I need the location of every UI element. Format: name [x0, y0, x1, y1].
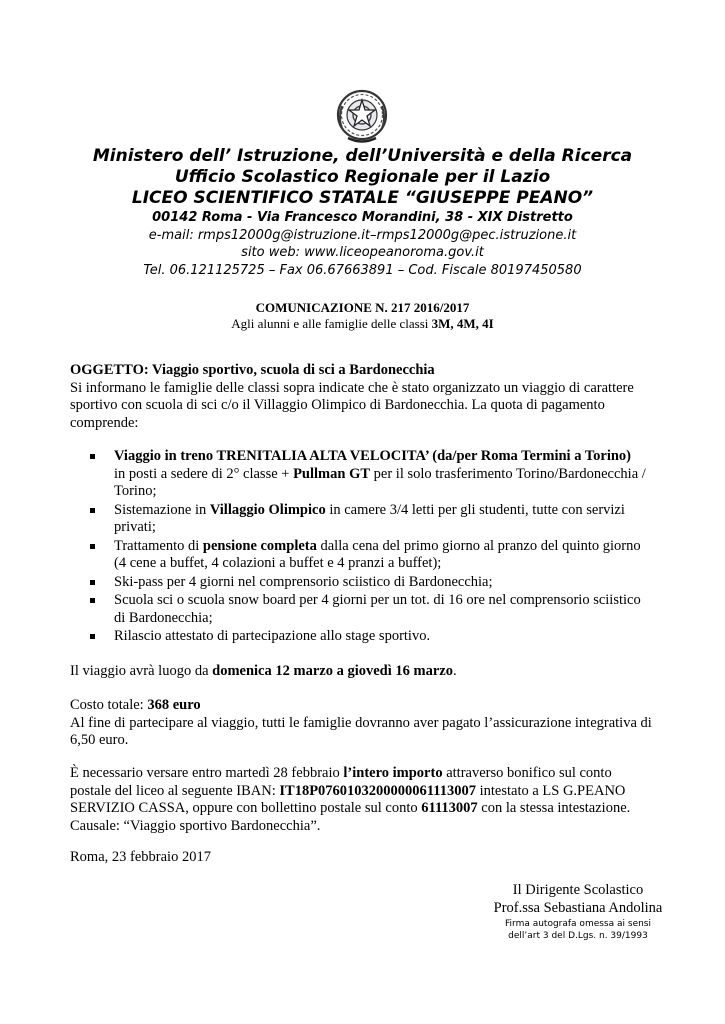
place-date-text: Roma, 23 febbraio 2017 — [70, 849, 211, 865]
item-text: Viaggio in treno TRENITALIA ALTA VELOCITA’ (da/per Roma Termini a Torino) — [114, 448, 632, 464]
communication-title: COMUNICAZIONE N. 217 2016/2017 — [255, 300, 470, 315]
item-text: Rilascio attestato di partecipazione allo stage sportivo. — [114, 628, 431, 644]
place-date — [70, 849, 660, 867]
signature-note: dell’art 3 del D.Lgs. n. 39/1993 — [508, 931, 648, 941]
item-text: Sistemazione in — [114, 501, 210, 518]
school-website: sito web: www.liceopeanoroma.gov.it — [241, 245, 484, 260]
list-item — [90, 448, 670, 501]
item-text: in camere 3/4 letti per gli studenti, tutte con servizi — [325, 501, 625, 518]
postal-account: 61113007 — [421, 800, 478, 816]
cost-value: 368 euro — [147, 697, 201, 713]
payment-text: con la stessa intestazione. — [477, 800, 631, 816]
insurance-note: Al fine di partecipare al viaggio, tutti le famiglie dovranno aver pagato l’assicurazione integrativa di — [70, 714, 652, 731]
intro-line: sportivo con scuola di sci c/o il Villaggio Olimpico di Bardonecchia. La quota di pagamento — [70, 397, 605, 413]
list-item — [90, 592, 670, 627]
bullet-icon — [90, 580, 95, 585]
cost-label: Costo totale: — [70, 697, 148, 713]
item-text: Torino; — [114, 483, 157, 499]
school-email: e-mail: rmps12000g@istruzione.it–rmps12000g@pec.istruzione.it — [148, 228, 577, 243]
bullet-icon — [90, 544, 95, 549]
payment-section — [70, 765, 660, 835]
iban-value: IT18P0760103200000061113007 — [279, 782, 476, 799]
item-text: Scuola sci o scuola snow board per 4 giorni per un tot. di 16 ore nel comprensorio sciistico — [114, 592, 641, 608]
communication-recipients — [0, 316, 725, 332]
recipients-prefix: Agli alunni e alle famiglie delle classi — [231, 316, 432, 331]
trip-dates — [70, 663, 660, 681]
ministry-name: Ministero dell’ Istruzione, dell’Università e della Ricerca — [92, 146, 633, 166]
item-text: dalla cena del primo giorno al pranzo del quinto giorno — [316, 537, 641, 554]
bullet-icon — [90, 454, 95, 459]
signature-note: Firma autografa omessa ai sensi — [505, 919, 651, 929]
payment-text: SERVIZIO CASSA, oppure con bollettino postale sul conto — [70, 800, 422, 816]
signer-role: Il Dirigente Scolastico — [512, 882, 644, 898]
regional-office: Ufficio Scolastico Regionale per il Lazio — [174, 167, 551, 187]
list-item — [90, 502, 670, 537]
item-text: Trattamento di — [114, 537, 203, 554]
intro-line: Si informano le famiglie delle classi sopra indicate che è stato organizzato un viaggio di carattere — [70, 379, 634, 396]
subject-section — [70, 362, 660, 432]
item-text: in posti a sedere di 2° classe + — [114, 465, 294, 482]
item-text-bold: pensione completa — [202, 537, 317, 554]
list-item — [90, 538, 670, 573]
payment-text: intestato a LS G.PEANO — [475, 782, 626, 799]
school-address: 00142 Roma - Via Francesco Morandini, 38 - XIX Distretto — [152, 210, 573, 225]
payment-text: È necessario versare entro martedì 28 febbraio — [70, 765, 344, 781]
bullet-icon — [90, 634, 95, 639]
insurance-note: 6,50 euro. — [70, 732, 129, 748]
item-text: privati; — [114, 519, 156, 535]
dates-prefix: Il viaggio avrà luogo da — [70, 663, 213, 679]
italian-republic-emblem-icon — [334, 88, 390, 146]
list-item — [90, 628, 670, 646]
item-text: per il solo trasferimento Torino/Bardonecchia / — [370, 465, 646, 482]
signer-name: Prof.ssa Sebastiana Andolina — [493, 900, 663, 916]
school-contacts: Tel. 06.121125725 – Fax 06.67663891 – Cod. Fiscale 80197450580 — [143, 263, 582, 278]
recipients-classes: 3M, 4M, 4I — [431, 316, 494, 331]
payment-text: postale del liceo al seguente IBAN: — [70, 782, 280, 799]
payment-text: attraverso bonifico sul conto — [442, 765, 612, 781]
list-item — [90, 574, 670, 592]
item-text: Ski-pass per 4 giorni nel comprensorio sciistico di Bardonecchia; — [114, 573, 493, 590]
item-text-bold: Villaggio Olimpico — [209, 501, 326, 518]
dates-suffix: . — [452, 663, 457, 679]
school-name: LICEO SCIENTIFICO STATALE “GIUSEPPE PEANO” — [131, 188, 594, 208]
item-text: (4 cene a buffet, 4 colazioni a buffet e 4 pranzi a buffet); — [114, 555, 442, 571]
bullet-icon — [90, 598, 95, 603]
item-text: di Bardonecchia; — [114, 609, 213, 626]
cost-section — [70, 697, 660, 750]
subject-label: OGGETTO: Viaggio sportivo, scuola di sci a Bardonecchia — [70, 362, 435, 378]
dates-range: domenica 12 marzo a giovedì 16 marzo — [212, 663, 453, 679]
bullet-icon — [90, 508, 95, 513]
included-items-list — [90, 448, 670, 646]
intro-line: comprende: — [70, 414, 139, 431]
item-text-bold: Pullman GT — [293, 465, 371, 482]
payment-amount: l’intero importo — [343, 765, 443, 781]
payment-reason: Causale: “Viaggio sportivo Bardonecchia”. — [70, 817, 321, 834]
